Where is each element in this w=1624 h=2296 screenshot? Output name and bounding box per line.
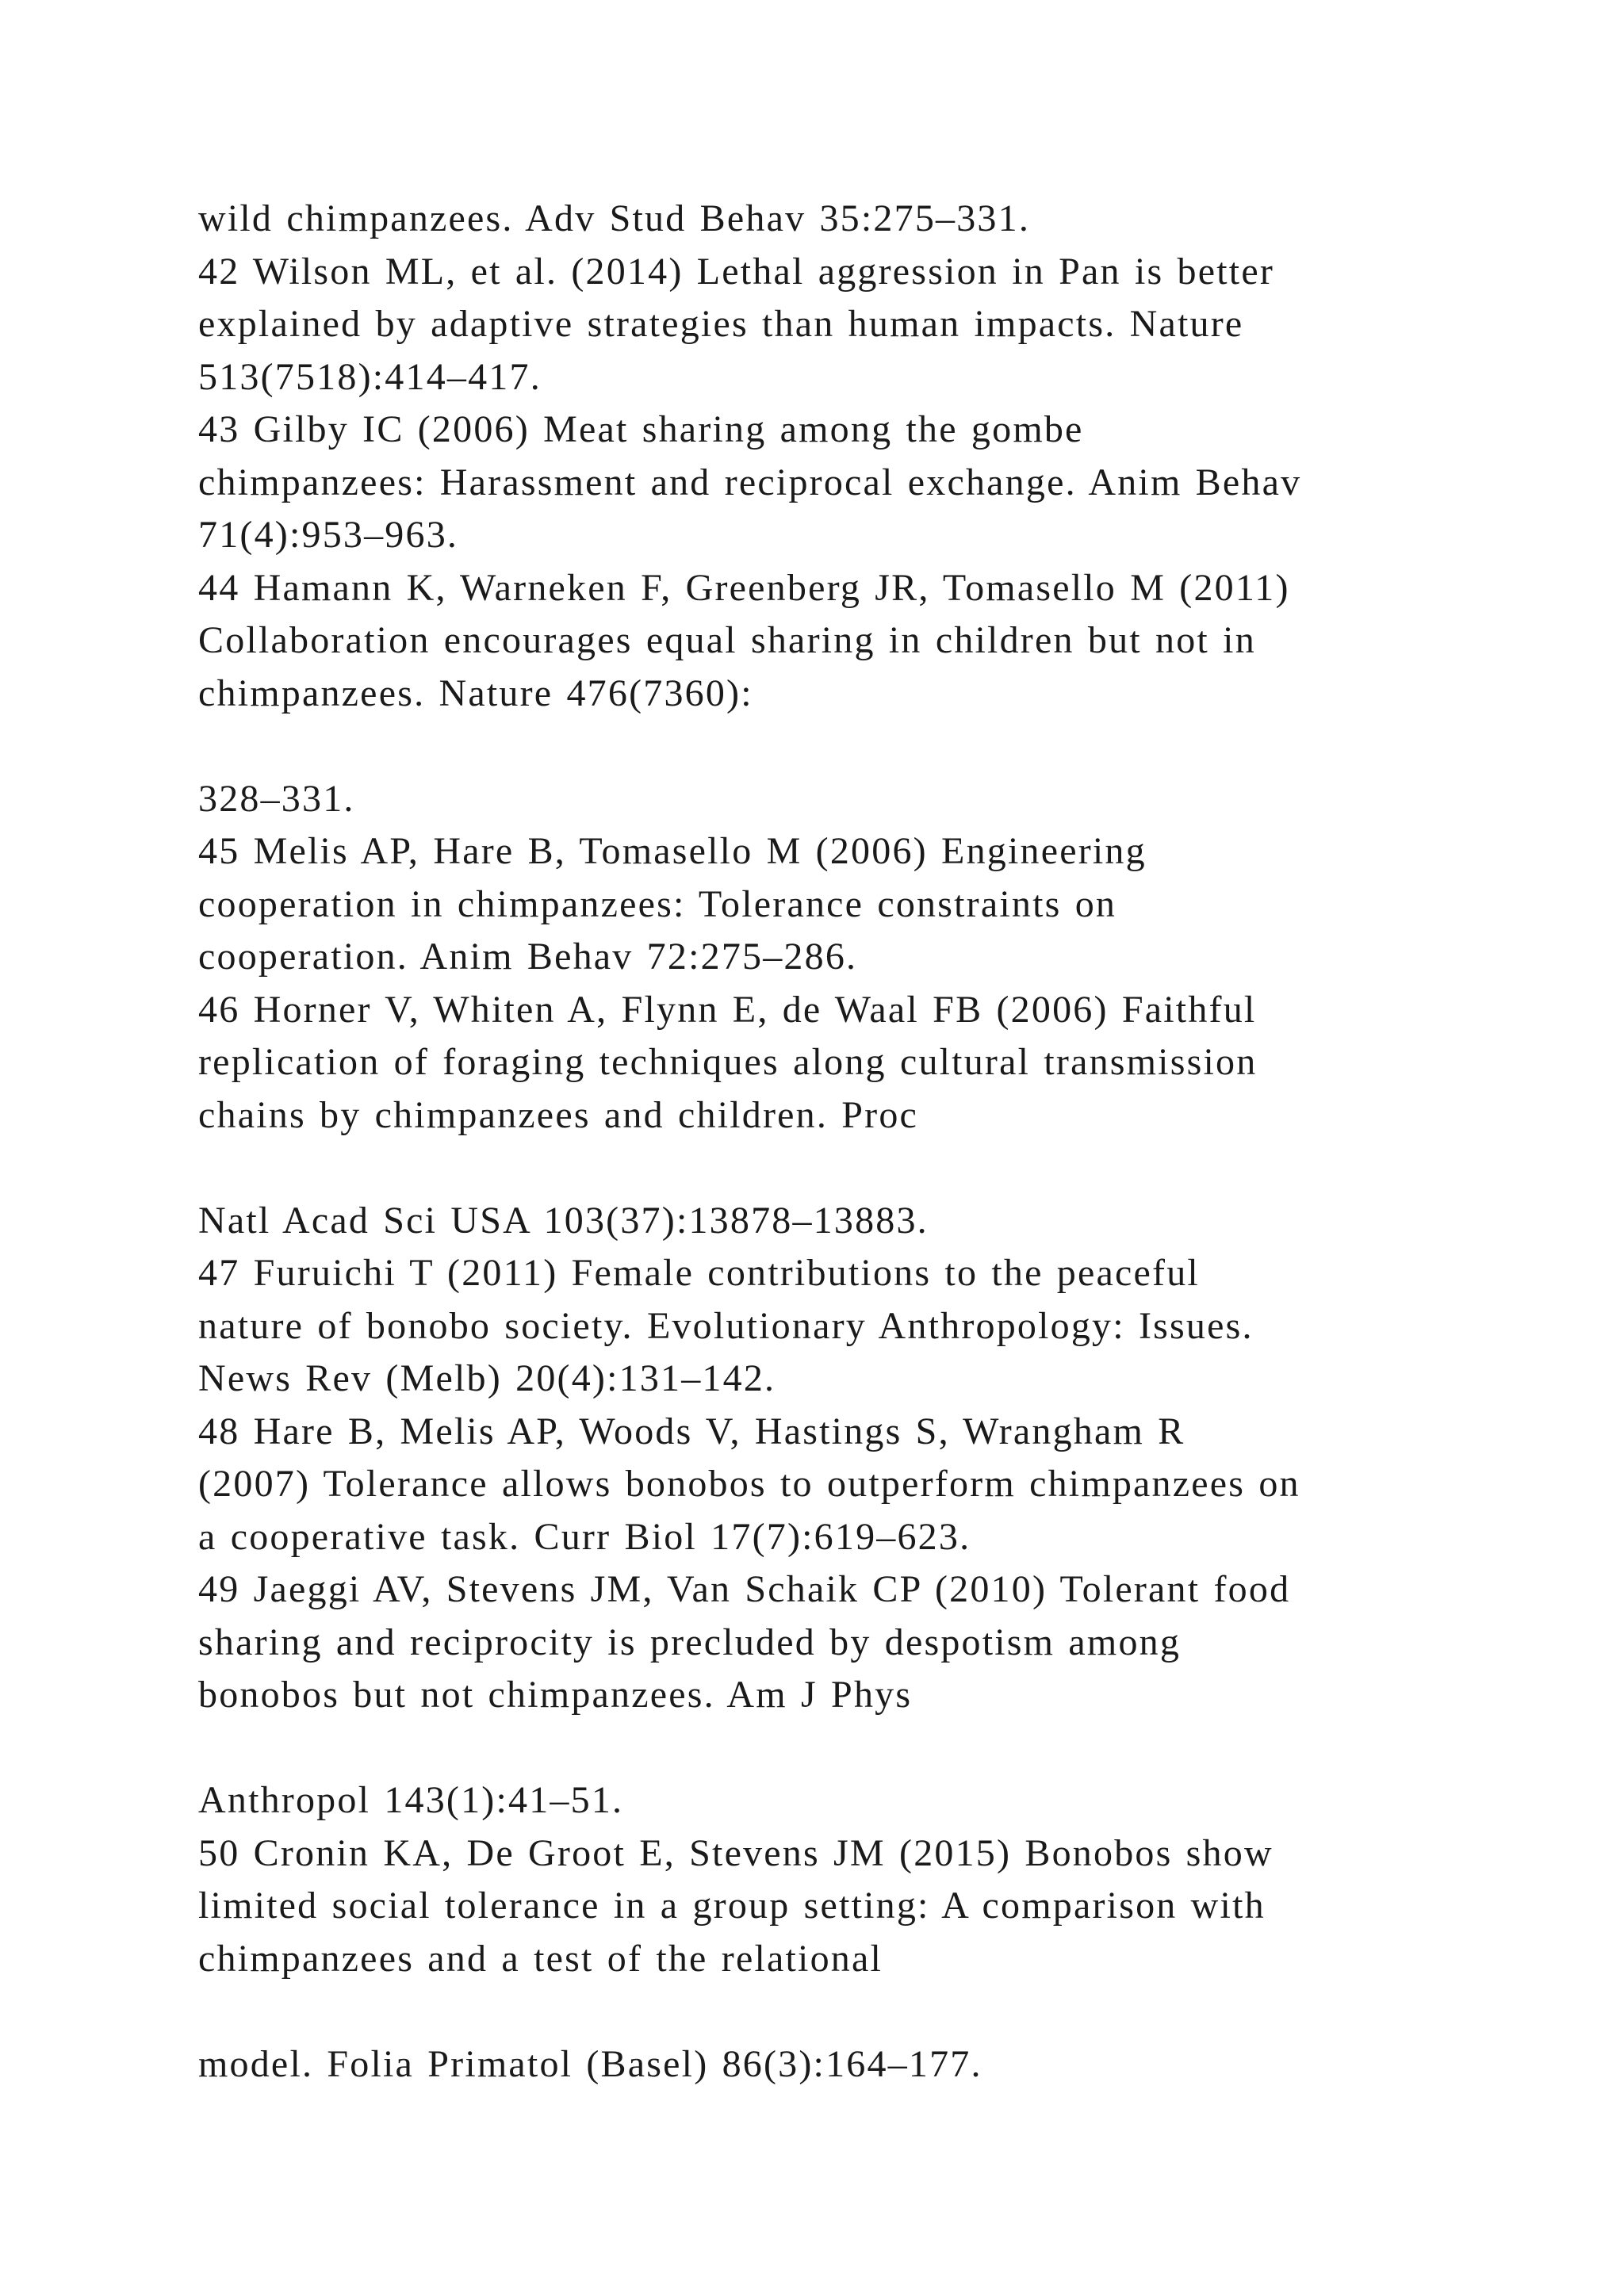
blank-line	[198, 1722, 1467, 1775]
text-line: chimpanzees and a test of the relational	[198, 1937, 883, 1980]
text-line: Collaboration encourages equal sharing in children but not in	[198, 619, 1256, 661]
text-line: 42 Wilson ML, et al. (2014) Lethal aggression in Pan is better	[198, 250, 1275, 293]
text-line: chains by chimpanzees and children. Proc	[198, 1093, 919, 1136]
text-line: 46 Horner V, Whiten A, Flynn E, de Waal FB (2006) Faithful	[198, 988, 1257, 1031]
text-line: 48 Hare B, Melis AP, Woods V, Hastings S, Wrangham R	[198, 1410, 1185, 1452]
text-line: (2007) Tolerance allows bonobos to outperform chimpanzees on	[198, 1463, 1300, 1505]
text-line: chimpanzees: Harassment and reciprocal exchange. Anim Behav	[198, 461, 1302, 503]
reference-list	[198, 193, 1467, 2091]
text-line: 43 Gilby IC (2006) Meat sharing among the gombe	[198, 408, 1084, 450]
text-line: 49 Jaeggi AV, Stevens JM, Van Schaik CP (2010) Tolerant food	[198, 1568, 1291, 1610]
text-line: 44 Hamann K, Warneken F, Greenberg JR, Tomasello M (2011)	[198, 566, 1290, 609]
text-line: explained by adaptive strategies than human impacts. Nature	[198, 303, 1244, 345]
blank-line	[198, 720, 1467, 773]
text-line: 71(4):953–963.	[198, 514, 459, 556]
text-line: cooperation in chimpanzees: Tolerance constraints on	[198, 882, 1117, 925]
text-line: Anthropol 143(1):41–51.	[198, 1779, 624, 1821]
text-line: model. Folia Primatol (Basel) 86(3):164–177.	[198, 2042, 982, 2085]
text-line: nature of bonobo society. Evolutionary Anthropology: Issues.	[198, 1304, 1254, 1347]
blank-line	[198, 1985, 1467, 2038]
text-line: 47 Furuichi T (2011) Female contributions to the peaceful	[198, 1252, 1200, 1294]
text-line: bonobos but not chimpanzees. Am J Phys	[198, 1674, 913, 1716]
text-line: sharing and reciprocity is precluded by despotism among	[198, 1621, 1182, 1663]
text-line: chimpanzees. Nature 476(7360):	[198, 672, 753, 714]
text-line: News Rev (Melb) 20(4):131–142.	[198, 1357, 776, 1399]
text-line: 513(7518):414–417.	[198, 355, 542, 398]
text-line: limited social tolerance in a group setting: A comparison with	[198, 1885, 1266, 1927]
text-line: a cooperative task. Curr Biol 17(7):619–623.	[198, 1515, 971, 1558]
text-line: Natl Acad Sci USA 103(37):13878–13883.	[198, 1199, 929, 1242]
text-line: 45 Melis AP, Hare B, Tomasello M (2006) Engineering	[198, 830, 1147, 872]
text-line: cooperation. Anim Behav 72:275–286.	[198, 936, 858, 978]
blank-line	[198, 1142, 1467, 1195]
text-line: wild chimpanzees. Adv Stud Behav 35:275–331.	[198, 197, 1031, 239]
text-line: replication of foraging techniques along cultural transmission	[198, 1041, 1258, 1083]
text-line: 328–331.	[198, 777, 355, 820]
text-line: 50 Cronin KA, De Groot E, Stevens JM (2015) Bonobos show	[198, 1831, 1274, 1874]
